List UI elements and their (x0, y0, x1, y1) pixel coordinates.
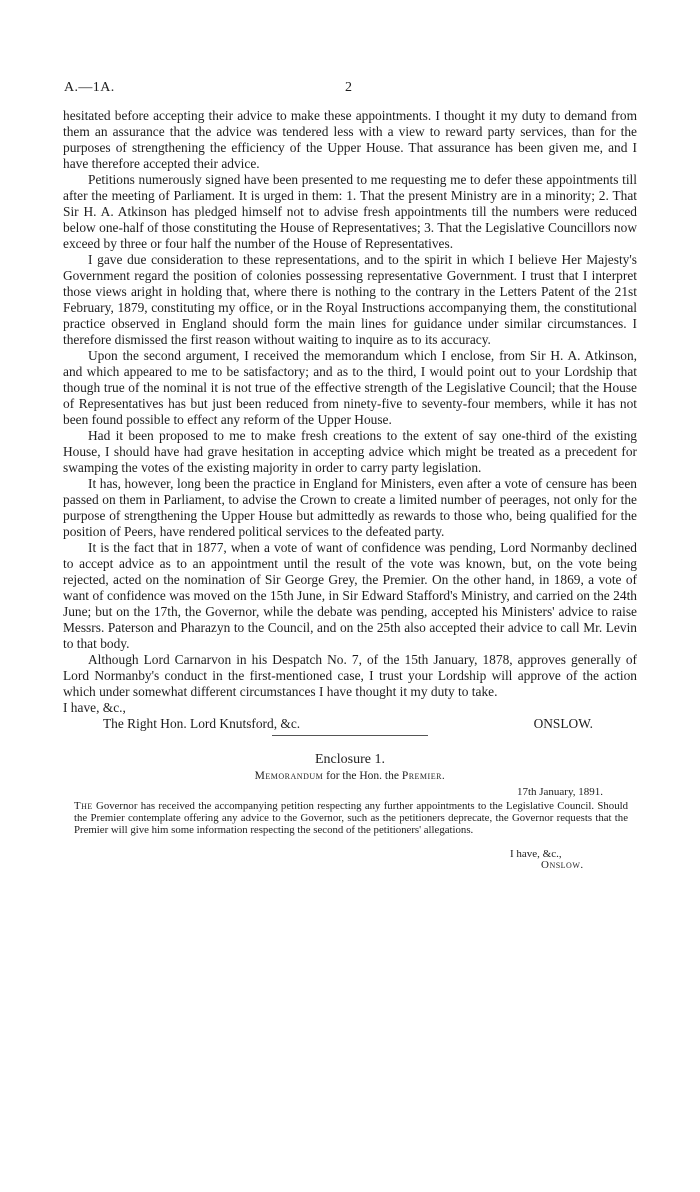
paragraph: Petitions numerously signed have been presented to me requesting me to defer these appointments till after the meeting of Parliament. It is urged in them: 1. That the present Ministry are in a minority; 2. That Sir H. A. Atkinson has pledged himself not to advise fresh appointments till the numbers were reduced below one-half of those constituting the House of Representatives; 3. That the Legislative Councillors now exceed by three or four half the number of the House of Representatives. (63, 172, 637, 251)
closing-line: I have, &c., (63, 700, 126, 715)
addressee: The Right Hon. Lord Knutsford, &c. (103, 716, 301, 731)
section-divider (272, 735, 428, 736)
page-number: 2 (345, 80, 352, 95)
memo-body (74, 800, 628, 836)
memo-signer: Onslow. (541, 859, 584, 871)
memo-text: Governor has received the accompanying petition respecting any further appointments to the Legislative Council. Should the Premier contemplate offering any advice to the Governor, such as the petitioners deprecate, the Governor requests that the Premier will give him some information respecting the second of the petitioners' allegations. (74, 800, 628, 836)
memo-date: 17th January, 1891. (516, 786, 603, 798)
enclosure-title: Enclosure 1. (315, 752, 385, 767)
memo-label: Memorandum (254, 770, 324, 782)
paragraph: hesitated before accepting their advice to make these appointments. I thought it my duty to demand from them an assurance that the advice was tendered less with a view to reward party services, than for the purposes of strengthening the efficiency of the Upper House. That assurance has been given me, and I have therefore accepted their advice. (63, 108, 637, 171)
signature-line (63, 716, 637, 732)
document-reference: A.—1A. (64, 80, 115, 95)
paragraph: It is the fact that in 1877, when a vote of want of confidence was pending, Lord Normanby declined to accept advice as to an appointment until the result of the vote was known, but, on the vote being rejected, acted on the nomination of Sir George Grey, the Premier. On the other hand, in 1869, a vote of want of confidence was moved on the 15th June, in Sir Edward Stafford's Ministry, and carried on the 24th June; but on the 17th, the Governor, while the debate was pending, accepted his Ministers' advice to raise Messrs. Paterson and Pharazyn to the Council, and on the 25th also accepted their advice to call Mr. Levin to that body. (63, 540, 637, 651)
letter-body (63, 108, 637, 732)
paragraph: It has, however, long been the practice in England for Ministers, even after a vote of censure has been passed on them in Parliament, to advise the Crown to create a limited number of peerages, not only for the purpose of strengthening the Upper House but admittedly as rewards to those who, being qualified for the position of Peers, have rendered political services to the defeated party. (63, 476, 637, 539)
memo-lead-word: The (74, 800, 93, 812)
memo-heading (0, 770, 700, 782)
memo-for: for the Hon. the (326, 770, 399, 782)
signer: ONSLOW. (533, 716, 593, 731)
paragraph: Upon the second argument, I received the memorandum which I enclose, from Sir H. A. Atkinson, and which appeared to me to be satisfactory; and as to the third, I would point out to your Lordship that though true of the nominal it is not true of the effective strength of the Legislative Council; that the House of Representatives has but just been reduced from ninety-five to seventy-four members, while it has not been found possible to effect any reform of the Upper House. (63, 348, 637, 427)
paragraph: Although Lord Carnarvon in his Despatch No. 7, of the 15th January, 1878, approves generally of Lord Normanby's conduct in the first-mentioned case, I trust your Lordship will approve of the action which under somewhat different circumstances I have thought it my duty to take. (63, 652, 637, 699)
memo-closing: I have, &c., (510, 848, 562, 860)
paragraph: Had it been proposed to me to make fresh creations to the extent of say one-third of the existing House, I should have had grave hesitation in accepting advice which might be treated as a precedent for swamping the votes of the existing majority in order to carry party legislation. (63, 428, 637, 475)
paragraph: I gave due consideration to these representations, and to the spirit in which I believe Her Majesty's Government regard the position of colonies possessing representative Government. I trust that I interpret those views aright in holding that, where there is nothing to the contrary in the Letters Patent of the 21st February, 1879, constituting my office, or in the Royal Instructions accompanying them, the constitutional practice observed in England should form the main lines for guidance under similar circumstances. I therefore dismissed the first reason without waiting to inquire as to its accuracy. (63, 252, 637, 347)
memo-to: Premier. (401, 770, 446, 782)
